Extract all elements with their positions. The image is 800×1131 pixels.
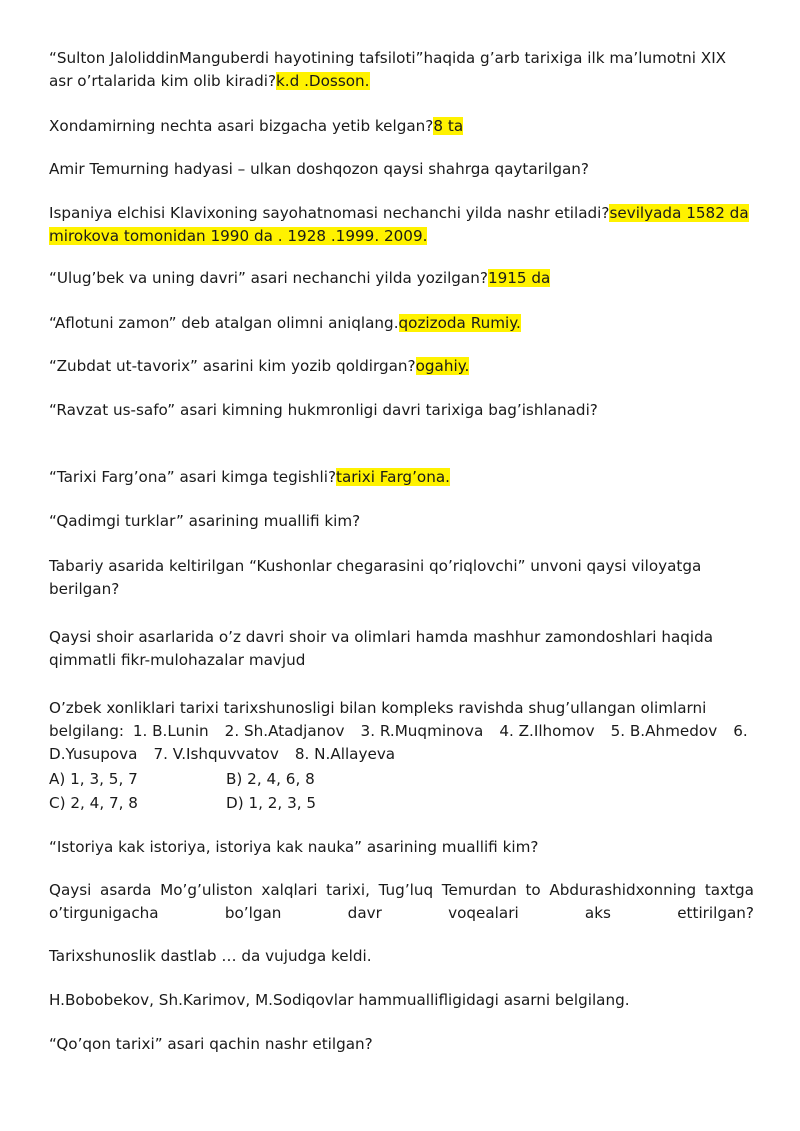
question-8 <box>49 399 754 422</box>
question-text: “Sulton JaloliddinManguberdi hayotining tafsiloti”haqida g’arb tarixiga ilk ma’lumotni XIX asr o’rtalarida kim olib kiradi? <box>49 49 727 90</box>
question-7 <box>49 355 754 378</box>
question-10 <box>49 510 754 533</box>
question-text: Qaysi shoir asarlarida o’z davri shoir va olimlari hamda mashhur zamondoshlari haqida qimmatli fikr-mulohazalar mavjud <box>49 628 714 669</box>
highlighted-answer: tarixi Farg’ona. <box>336 468 450 486</box>
question-text: “Qo’qon tarixi” asari qachin nashr etilgan? <box>49 1035 373 1053</box>
question-text: Ispaniya elchisi Klavixoning sayohatnomasi nechanchi yilda nashr etiladi? <box>49 204 610 222</box>
question-text: “Zubdat ut-tavorix” asarini kim yozib qoldirgan? <box>49 357 416 375</box>
highlighted-answer: 8 ta <box>433 117 464 135</box>
question-2 <box>49 115 754 138</box>
mcq-item: 7. V.Ishquvvatov <box>153 745 279 763</box>
highlighted-answer: qozizoda Rumiy. <box>398 314 521 332</box>
highlighted-answer: ogahiy. <box>415 357 470 375</box>
question-3 <box>49 158 754 181</box>
mcq-stem: O’zbek xonliklari tarixi tarixshunosligi bilan kompleks ravishda shug’ullangan olimlarni belgilang: <box>49 699 707 740</box>
mcq-question <box>49 697 754 766</box>
question-4 <box>49 202 754 248</box>
question-5 <box>49 267 754 290</box>
option-a: A) 1, 3, 5, 7 <box>49 770 138 788</box>
question-17 <box>49 1033 754 1056</box>
highlighted-answer: 1915 da <box>487 269 551 287</box>
question-text: “Ulug’bek va uning davri” asari nechanchi yilda yozilgan? <box>49 269 488 287</box>
question-text: Tarixshunoslik dastlab … da vujudga keldi. <box>49 947 372 965</box>
mcq-item: 6. D.Yusupova <box>49 722 748 763</box>
option-b: B) 2, 4, 6, 8 <box>226 770 315 788</box>
highlighted-answer: k.d .Dosson. <box>276 72 370 90</box>
question-14 <box>49 879 754 925</box>
question-text: “Qadimgi turklar” asarining muallifi kim? <box>49 512 361 530</box>
question-text: H.Bobobekov, Sh.Karimov, M.Sodiqovlar hammuallifligidagi asarni belgilang. <box>49 991 630 1009</box>
question-11 <box>49 555 754 601</box>
mcq-item: 3. R.Muqminova <box>360 722 484 740</box>
mcq-item: 5. B.Ahmedov <box>610 722 718 740</box>
mcq-item: 4. Z.Ilhomov <box>499 722 595 740</box>
question-text: Xondamirning nechta asari bizgacha yetib kelgan? <box>49 117 434 135</box>
question-1 <box>49 47 754 93</box>
question-6 <box>49 312 754 335</box>
question-text: “Tarixi Farg’ona” asari kimga tegishli? <box>49 468 337 486</box>
question-text: “Aflotuni zamon” deb atalgan olimni aniqlang. <box>49 314 399 332</box>
option-d: D) 1, 2, 3, 5 <box>226 794 317 812</box>
highlighted-answer: sevilyada 1582 da mirokova tomonidan 1990 da . 1928 .1999. 2009. <box>49 204 749 245</box>
question-text: Tabariy asarida keltirilgan “Kushonlar chegarasini qo’riqlovchi” unvoni qaysi viloyatga berilgan? <box>49 557 702 598</box>
question-15 <box>49 945 754 968</box>
question-16 <box>49 989 754 1012</box>
option-c: C) 2, 4, 7, 8 <box>49 794 138 812</box>
question-13 <box>49 836 754 859</box>
mcq-item: 2. Sh.Atadjanov <box>224 722 345 740</box>
mcq-item: 1. B.Lunin <box>132 722 209 740</box>
question-text: “Istoriya kak istoriya, istoriya kak nauka” asarining muallifi kim? <box>49 838 539 856</box>
mcq-item: 8. N.Allayeva <box>294 745 396 763</box>
question-text: Qaysi asarda Mo’g’uliston xalqlari tarixi, Tug’luq Temurdan to Abdurashidxonning taxtga o’tirgunigacha bo’lgan davr voqealari aks ettirilgan? <box>49 881 754 922</box>
question-text: “Ravzat us-safo” asari kimning hukmronligi davri tarixiga bag’ishlanadi? <box>49 401 598 419</box>
question-12 <box>49 626 754 672</box>
question-9 <box>49 466 754 489</box>
question-text: Amir Temurning hadyasi – ulkan doshqozon qaysi shahrga qaytarilgan? <box>49 160 589 178</box>
